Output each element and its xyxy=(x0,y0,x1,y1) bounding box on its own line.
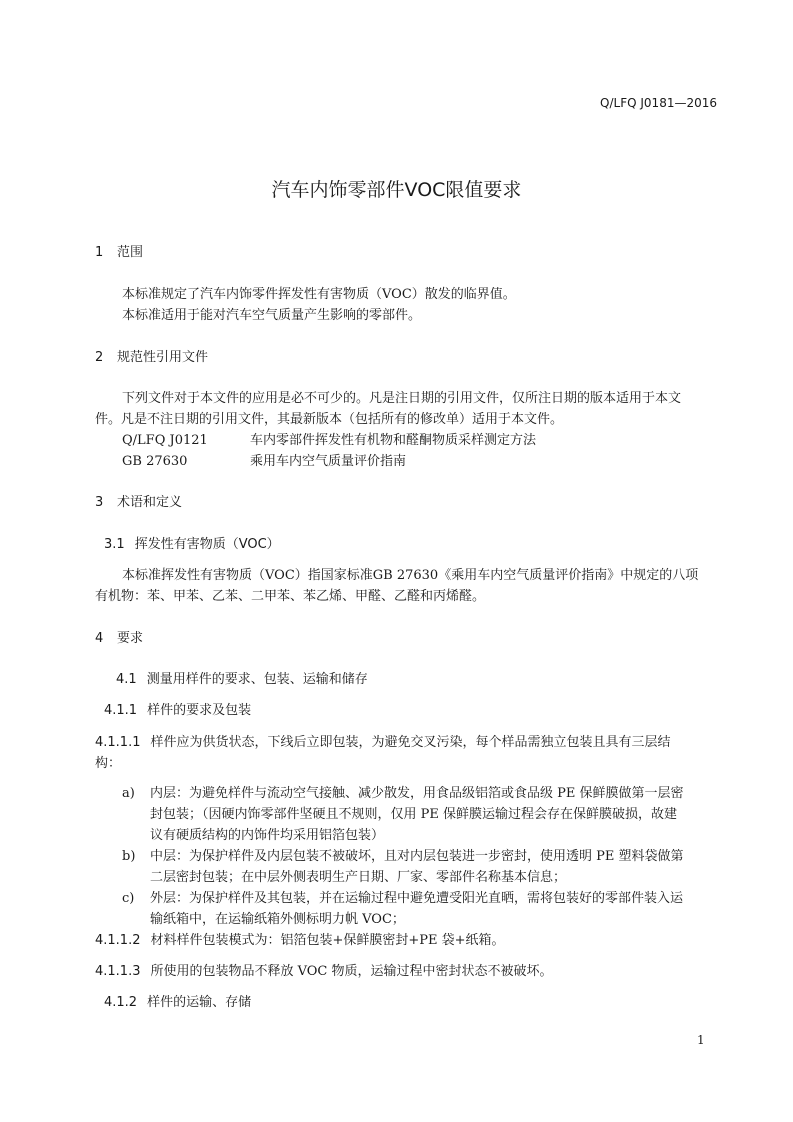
section-title: 范围 xyxy=(117,245,144,260)
subsection-title: 挥发性有害物质（VOC） xyxy=(134,537,280,552)
section-1-heading xyxy=(95,241,143,260)
section-4-1-2-heading xyxy=(104,991,251,1010)
document-title: 汽车内饰零部件VOC限值要求 xyxy=(271,179,522,201)
section-2-paragraph-line-2: 件。凡是不注日期的引用文件，其最新版本（包括所有的修改单）适用于本文件。 xyxy=(95,412,564,427)
subsection-title: 样件的运输、存储 xyxy=(147,995,252,1010)
reference-row xyxy=(122,429,536,448)
list-marker: c) xyxy=(122,891,135,906)
section-2-heading xyxy=(95,346,208,365)
subsection-title: 测量用样件的要求、包装、运输和储存 xyxy=(146,672,368,687)
section-number: 4 xyxy=(95,631,104,646)
section-2-paragraph-line-1: 下列文件对于本文件的应用是必不可少的。凡是注日期的引用文件，仅所注日期的版本适用于本文 xyxy=(122,391,682,406)
section-1-paragraph-2: 本标准适用于能对汽车空气质量产生影响的零部件。 xyxy=(122,308,422,323)
section-title: 要求 xyxy=(117,631,144,646)
section-3-paragraph-line-2: 有机物：苯、甲苯、乙苯、二甲苯、苯乙烯、甲醛、乙醛和丙烯醛。 xyxy=(95,589,486,604)
section-number: 2 xyxy=(95,350,104,365)
document-code: Q/LFQ J0181—2016 xyxy=(600,96,717,110)
list-item-a-line-1 xyxy=(122,782,684,801)
section-title: 规范性引用文件 xyxy=(117,350,209,365)
subsection-title: 样件的要求及包装 xyxy=(147,703,252,718)
reference-name: 乘用车内空气质量评价指南 xyxy=(250,454,407,469)
list-marker: a) xyxy=(122,786,135,801)
subsection-number: 4.1 xyxy=(116,672,137,687)
list-item-b-line-2: 二层密封包装；在中层外侧表明生产日期、厂家、零部件名称基本信息； xyxy=(150,870,567,885)
clause-text: 所使用的包装物品不释放 VOC 物质，运输过程中密封状态不被破坏。 xyxy=(150,964,553,979)
list-item-c-line-1 xyxy=(122,887,683,906)
section-3-paragraph-line-1: 本标准挥发性有害物质（VOC）指国家标准GB 27630《乘用车内空气质量评价指南》中规定的八项 xyxy=(122,568,699,583)
clause-number: 4.1.1.3 xyxy=(95,964,141,979)
section-number: 3 xyxy=(95,495,104,510)
list-text: 内层：为避免样件与流动空气接触、减少散发，用食品级铝箔或食品级 PE 保鲜膜做第一层密 xyxy=(150,786,684,801)
clause-4-1-1-1-line-2: 构： xyxy=(95,756,122,771)
section-title: 术语和定义 xyxy=(117,495,183,510)
list-item-a-line-3: 议有硬质结构的内饰件均采用铝箔包装） xyxy=(150,828,385,843)
subsection-number: 3.1 xyxy=(104,537,125,552)
list-text: 外层：为保护样件及其包装，并在运输过程中避免遭受阳光直晒，需将包装好的零部件装入运 xyxy=(150,891,684,906)
clause-4-1-1-1-line-1 xyxy=(95,731,671,750)
clause-text: 材料样件包装模式为：铝箔包装+保鲜膜密封+PE 袋+纸箱。 xyxy=(150,933,505,948)
reference-name: 车内零部件挥发性有机物和醛酮物质采样测定方法 xyxy=(250,433,537,448)
section-4-heading xyxy=(95,627,143,646)
section-4-1-1-heading xyxy=(104,699,251,718)
clause-number: 4.1.1.1 xyxy=(95,735,141,750)
list-item-a-line-2: 封包装；（因硬内饰零部件坚硬且不规则，仅用 PE 保鲜膜运输过程会存在保鲜膜破损，故建 xyxy=(150,807,678,822)
page-number: 1 xyxy=(697,1033,705,1047)
subsection-number: 4.1.1 xyxy=(104,703,138,718)
list-item-b-line-1 xyxy=(122,845,684,864)
list-text: 中层：为保护样件及内层包装不被破坏，且对内层包装进一步密封，使用透明 PE 塑料袋做第 xyxy=(150,849,684,864)
list-item-c-line-2: 输纸箱中，在运输纸箱外侧标明力帆 VOC； xyxy=(150,912,405,927)
list-marker: b) xyxy=(122,849,136,864)
section-3-1-heading xyxy=(104,533,280,552)
clause-4-1-1-2 xyxy=(95,929,505,948)
clause-text: 样件应为供货状态，下线后立即包装，为避免交叉污染，每个样品需独立包装且具有三层结 xyxy=(150,735,671,750)
section-4-1-heading xyxy=(116,668,368,687)
clause-4-1-1-3 xyxy=(95,960,553,979)
reference-code: GB 27630 xyxy=(122,454,188,469)
reference-code: Q/LFQ J0121 xyxy=(122,433,208,448)
section-1-paragraph-1: 本标准规定了汽车内饰零件挥发性有害物质（VOC）散发的临界值。 xyxy=(122,287,516,302)
subsection-number: 4.1.2 xyxy=(104,995,138,1010)
clause-number: 4.1.1.2 xyxy=(95,933,141,948)
reference-row xyxy=(122,450,406,469)
section-3-heading xyxy=(95,491,182,510)
section-number: 1 xyxy=(95,245,104,260)
